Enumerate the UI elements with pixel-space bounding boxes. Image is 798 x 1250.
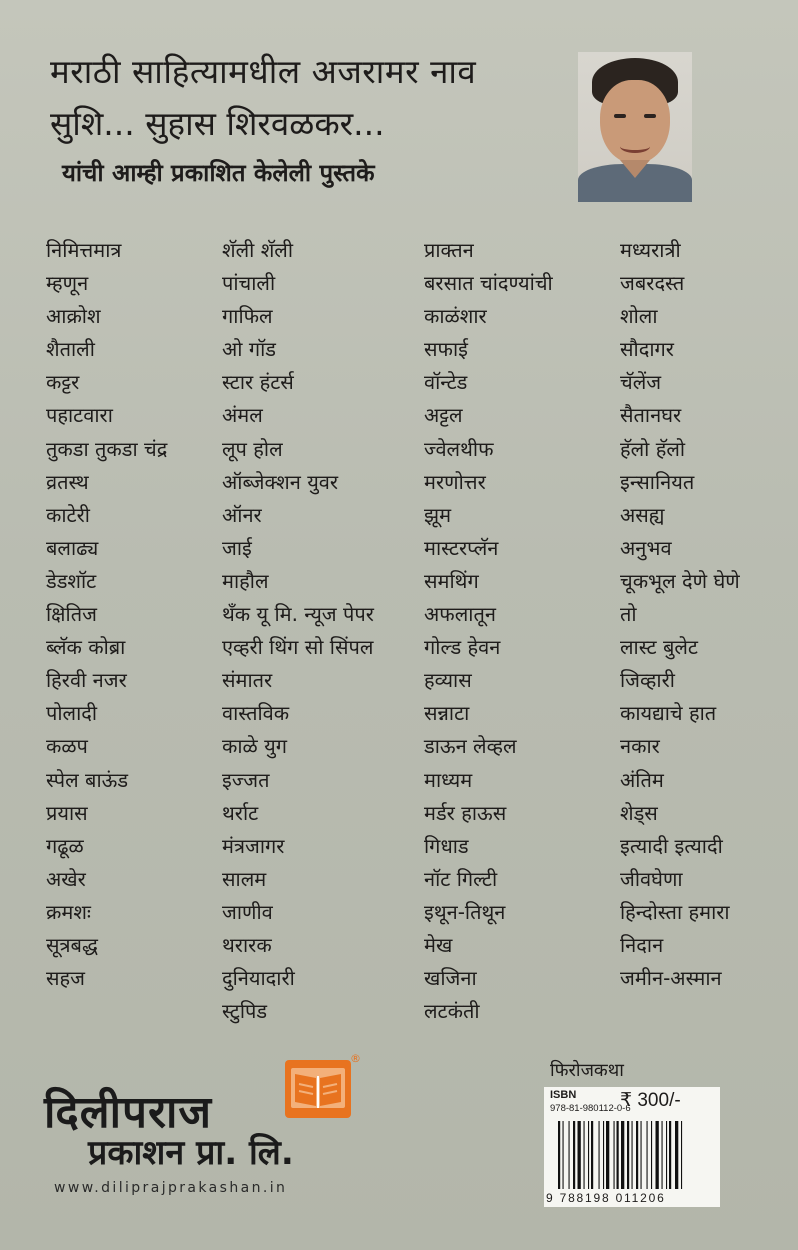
book-title: सैतानघर — [620, 403, 682, 428]
book-title: नकार — [620, 734, 660, 759]
book-title: निमित्तमात्र — [46, 238, 122, 262]
book-title: अट्टल — [424, 403, 463, 428]
book-list-column-2 — [222, 234, 374, 1028]
book-title: सफाई — [424, 337, 468, 362]
book-title: चॅलेंज — [620, 370, 662, 395]
book-title: शेड्स — [620, 800, 658, 825]
book-title: पोलादी — [46, 701, 98, 726]
book-list-column-4 — [620, 234, 740, 995]
book-title: निदान — [620, 932, 664, 957]
book-title: हिरवी नजर — [46, 668, 127, 693]
book-title: अंमल — [222, 403, 263, 428]
book-title: काटेरी — [46, 502, 90, 527]
book-title: गढूळ — [46, 833, 84, 858]
heading-line-3: यांची आम्ही प्रकाशित केलेली पुस्तके — [62, 159, 375, 187]
barcode — [558, 1121, 716, 1189]
book-title: पहाटवारा — [46, 403, 113, 428]
book-title: वॉन्टेड — [424, 370, 468, 395]
book-title: ब्लॅक कोब्रा — [46, 635, 126, 660]
book-title: जिव्हारी — [620, 668, 675, 693]
book-title: सौदागर — [620, 337, 674, 362]
book-title: कट्टर — [46, 370, 80, 395]
book-title: प्रयास — [46, 800, 88, 825]
book-title: तुकडा तुकडा चंद्र — [46, 436, 168, 461]
book-title: मंत्रजागर — [222, 833, 285, 858]
book-title: दुनियादारी — [222, 966, 295, 991]
book-title: शोला — [620, 304, 658, 329]
book-title: स्टुपिड — [222, 999, 268, 1024]
book-title: असह्य — [620, 502, 665, 527]
book-title: ऑब्जेक्शन युवर — [222, 469, 339, 494]
book-title: सालम — [222, 866, 267, 891]
book-title: मास्टरप्लॅन — [424, 535, 499, 560]
book-title: थँक यू मि. न्यूज पेपर — [222, 602, 374, 627]
price: ₹ 300/- — [620, 1090, 681, 1111]
book-title: इथून-तिथून — [424, 899, 506, 924]
book-title: माहौल — [222, 568, 269, 593]
book-title: संमातर — [222, 668, 273, 693]
book-title: बलाढ्य — [46, 535, 99, 560]
book-title: इत्यादी इत्यादी — [620, 833, 723, 858]
book-title: जीवघेणा — [620, 866, 683, 891]
book-title: थर्राट — [222, 800, 259, 825]
book-title: क्रमशः — [46, 899, 91, 924]
series-name: फिरोजकथा — [550, 1060, 624, 1081]
book-title: एव्हरी थिंग सो सिंपल — [222, 635, 374, 660]
book-title: म्हणून — [46, 271, 89, 296]
book-list-column-1 — [46, 234, 167, 995]
book-title: सूत्रबद्ध — [46, 932, 98, 957]
book-title: अफलातून — [424, 602, 496, 627]
book-title: कायद्याचे हात — [620, 701, 717, 726]
book-title: लास्ट बुलेट — [620, 635, 699, 660]
registered-mark: ® — [350, 1052, 361, 1065]
book-title: ज्वेलथीफ — [424, 436, 494, 461]
book-title: अनुभव — [620, 535, 672, 560]
book-title: शॅली शॅली — [222, 238, 294, 262]
book-title: जमीन-अस्मान — [620, 966, 722, 991]
book-title: स्पेल बाऊंड — [46, 767, 129, 792]
book-title: लटकंती — [424, 999, 480, 1024]
book-title: डाऊन लेव्हल — [424, 734, 517, 759]
book-title: सन्नाटा — [424, 701, 470, 726]
book-title: तो — [620, 602, 637, 627]
book-title: जबरदस्त — [620, 271, 685, 296]
book-title: बरसात चांदण्यांची — [424, 271, 553, 296]
book-title: इन्सानियत — [620, 469, 695, 494]
book-title: माध्यम — [424, 767, 473, 792]
book-title: चूकभूल देणे घेणे — [620, 568, 740, 593]
book-title: गिधाड — [424, 833, 469, 858]
publisher-name-line-1: दिलीपराज — [44, 1087, 213, 1138]
book-title: मेख — [424, 932, 453, 957]
book-title: अखेर — [46, 866, 86, 891]
book-title: व्रतस्थ — [46, 469, 89, 494]
isbn-label: ISBN — [550, 1089, 577, 1101]
book-title: जाई — [222, 535, 252, 560]
book-title: झूम — [424, 502, 452, 527]
book-title: स्टार हंटर्स — [222, 370, 294, 395]
book-title: क्षितिज — [46, 602, 97, 627]
isbn-barcode-box — [544, 1087, 720, 1207]
heading-line-1: मराठी साहित्यामधील अजरामर नाव — [50, 52, 477, 91]
book-title: काळंशार — [424, 304, 487, 329]
book-title: मर्डर हाऊस — [424, 800, 507, 825]
publisher-website: www.diliprajprakashan.in — [54, 1180, 288, 1196]
book-title: इज्जत — [222, 767, 270, 792]
book-title: ओ गॉड — [222, 337, 276, 362]
book-title: जाणीव — [222, 899, 273, 924]
book-title: सहज — [46, 966, 85, 991]
book-title: मध्यरात्री — [620, 238, 681, 262]
book-title: पांचाली — [222, 271, 276, 296]
book-title: कळप — [46, 734, 88, 759]
book-title: समथिंग — [424, 568, 479, 593]
book-title: खजिना — [424, 966, 477, 991]
isbn-number: 978-81-980112-0-6 — [550, 1103, 631, 1114]
book-title: प्राक्तन — [424, 238, 474, 262]
barcode-digits: 9 788198 011206 — [546, 1191, 666, 1205]
book-list-column-3 — [424, 234, 553, 1028]
book-title: हिन्दोस्ता हमारा — [620, 899, 730, 924]
book-title: लूप होल — [222, 436, 283, 461]
heading-line-2: सुशि... सुहास शिरवळकर... — [50, 104, 385, 143]
book-title: गोल्ड हेवन — [424, 635, 501, 660]
author-photo — [578, 52, 692, 202]
book-title: वास्तविक — [222, 701, 290, 726]
publisher-name-line-2: प्रकाशन प्रा. लि. — [88, 1133, 294, 1173]
book-title: हॅलो हॅलो — [620, 436, 686, 461]
book-title: डेडशॉट — [46, 568, 97, 593]
book-title: अंतिम — [620, 767, 664, 792]
book-title: हव्यास — [424, 668, 472, 693]
book-title: नॉट गिल्टी — [424, 866, 498, 891]
book-title: थरारक — [222, 932, 272, 957]
book-title: शैताली — [46, 337, 95, 362]
book-title: गाफिल — [222, 304, 273, 329]
open-book-icon — [285, 1060, 351, 1118]
book-title: मरणोत्तर — [424, 469, 486, 494]
book-title: आक्रोश — [46, 304, 101, 329]
book-title: ऑनर — [222, 502, 262, 527]
book-title: काळे युग — [222, 734, 287, 759]
